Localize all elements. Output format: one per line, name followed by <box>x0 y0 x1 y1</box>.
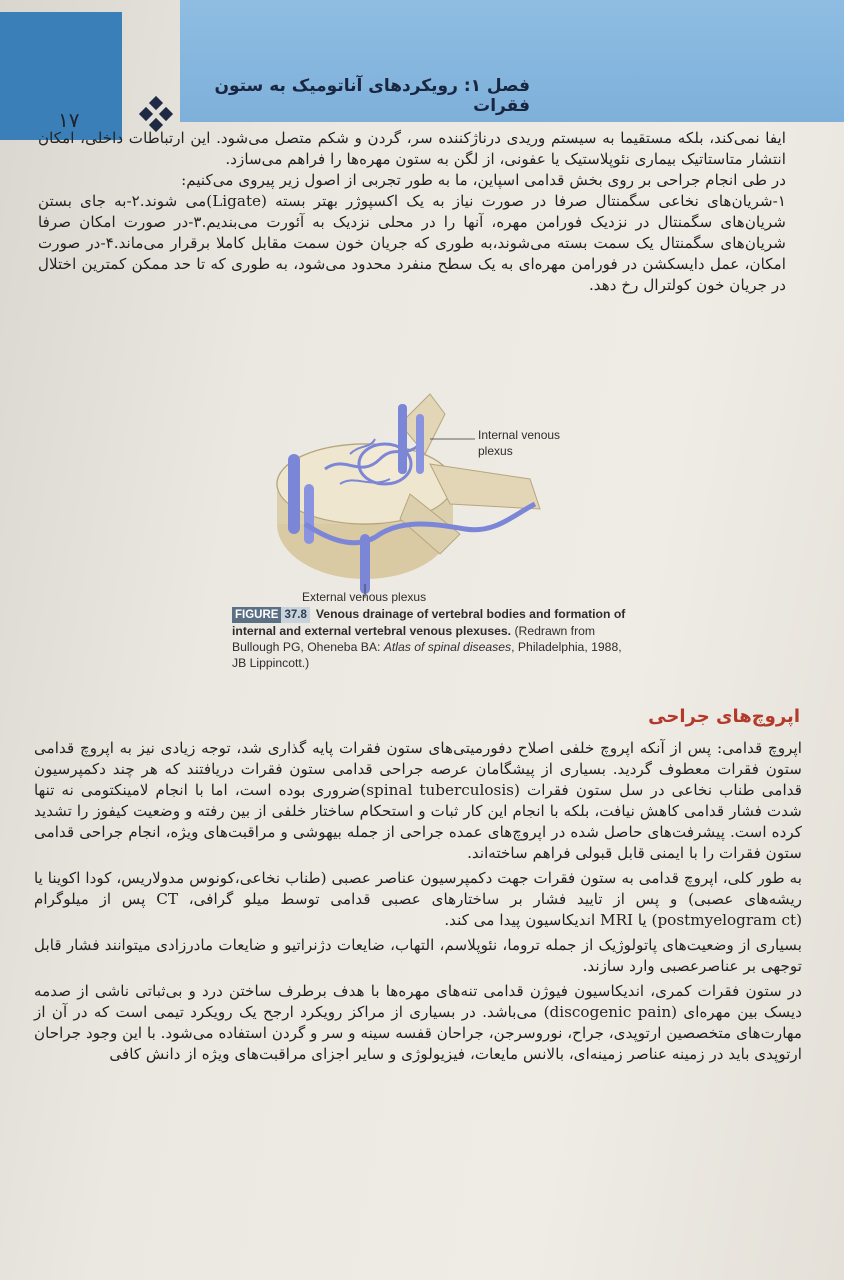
label-internal-venous-line1: Internal venous <box>478 428 561 442</box>
intro-text <box>38 128 786 296</box>
label-internal-venous-line2: plexus <box>478 444 513 458</box>
section-title: اپروچ‌های جراحی <box>648 706 800 727</box>
header-page-number-block <box>0 12 122 140</box>
vertebra-illustration <box>230 384 630 604</box>
caption-title: Venous drainage of vertebral bodies and formation of internal and external vertebral venous plexuses. <box>232 607 626 638</box>
section-paragraph-4: در ستون فقرات کمری، اندیکاسیون فیوژن قدامی تنه‌های مهره‌ها با هدف برطرف ساختن درد و بی‌ثباتی ناشی از صدمه دیسک بین مهره‌ای (discogenic pain) می‌باشد. در بسیاری از مراکز رویکرد ارجح یک رویکرد تیمی است که در آن از مهارت‌های متخصصین ارتوپدی، جراح، نوروسرجن، جراحان قفسه سینه و سر و گردن استفاده می‌شود. با این وجود جراحان ارتوپدی باید در زمینه عناصر زمینه‌ای، بالانس مایعات، فیزیولوژی و سایر اجزای مراقبت‌های ویژه از دانش کافی <box>34 982 803 1063</box>
caption-source-pre: (Redrawn from Bullough PG, Oheneba BA: <box>232 624 596 654</box>
caption-source-post: , Philadelphia, 1988, JB Lippincott.) <box>232 640 622 670</box>
figure-caption <box>232 606 632 671</box>
label-external-venous-plexus: External venous plexus <box>302 590 427 604</box>
caption-source-italic: Atlas of spinal diseases <box>383 640 512 654</box>
section-paragraph-2: به طور کلی، اپروچ قدامی به ستون فقرات جهت دکمپرسیون عناصر عصبی (طناب نخاعی،کونوس مدولاریس، کودا اکوینا یا ریشه‌های عصبی) و پس از تایید فشار بر ساختارهای عصبی قدامی توسط میلو گرافی، CT پس از میلوگرام (postmyelogram ct) یا MRI اندیکاسیون پیدا می کند. <box>34 869 802 929</box>
intro-paragraph-1: ایفا نمی‌کند، بلکه مستقیما به سیستم وریدی درناژکننده سر، گردن و شکم متصل می‌شود. این ارتباطات داخلی، امکان انتشار متاستاتیک بیماری نئوپلاستیک یا عفونی، از لگن به ستون مهره‌ها را فراهم می‌سازد. <box>38 129 786 168</box>
header-chapter-band <box>180 0 844 122</box>
diamond-ornament-icon <box>138 96 174 132</box>
intro-paragraph-3: ۱-شریان‌های نخاعی سگمنتال صرفا در صورت نیاز به یک اکسپوژر بهتر بسته (Ligate)می شوند.۲-به جای بستن شریان‌های سگمنتال در نزدیک فورامن مهره، آنها را در محلی نزدیک به آئورت می‌بندیم.۳-در صورت امکان صرفا شریان‌های سگمنتال یک سمت بسته می‌شوند،به طوری که جریان خون سمت مقابل کاملا برقرار می‌ماند.۴-در صورت امکان، عمل دایسکشن در فورامن مهره‌ای به یک سطح منفرد محدود می‌شود، به طوری که تا حد ممکن کمترین اختلال در جریان خون کولترال رخ دهد. <box>38 192 786 294</box>
caption-figure-tag: FIGURE <box>232 607 281 623</box>
caption-figure-number: 37.8 <box>281 607 309 623</box>
chapter-title: فصل ۱: رویکردهای آناتومیک به ستون فقرات <box>214 76 530 116</box>
page-number: ۱۷ <box>58 108 80 132</box>
section-paragraph-1: اپروچ قدامی: پس از آنکه اپروچ خلفی اصلاح دفورمیتی‌های ستون فقرات پایه گذاری شد، توجه زیادی نیز به اپروچ قدامی ستون فقرات معطوف گردید. بسیاری از پیشگامان عرصه جراحی قدامی ستون فقرات دریافتند که هر چند دکمپرسیون قدامی طناب نخاعی در سل ستون فقرات (spinal tuberculosis)ضروری بوده است، اما با انجام لامینکتومی نه تنها شدت فشار قدامی کاهش نیافت، بلکه با انجام این کار ثبات و استحکام ساختار خلفی از بین رفته و وضعیت کیفوز را تشدید کرده است. پیشرفت‌های حاصل شده در اپروچ‌های عمده جراحی از جمله بیهوشی و مراقبت‌های ویژه، انجام جراحی قدامی ستون فقرات را با ایمنی قابل قبولی فراهم ساخته‌اند. <box>34 739 802 862</box>
intro-paragraph-2: در طی انجام جراحی بر روی بخش قدامی اسپاین، ما به طور تجربی از اصول زیر پیروی می‌کنیم: <box>181 171 786 189</box>
section-body <box>34 738 802 1069</box>
section-paragraph-3: بسیاری از وضعیت‌های پاتولوژیک از جمله تروما، نئوپلاسم، التهاب، ضایعات دژنراتیو و ضایعات مادرزادی میتوانند فشار قابل توجهی بر عناصرعصبی وارد سازند. <box>34 936 802 975</box>
